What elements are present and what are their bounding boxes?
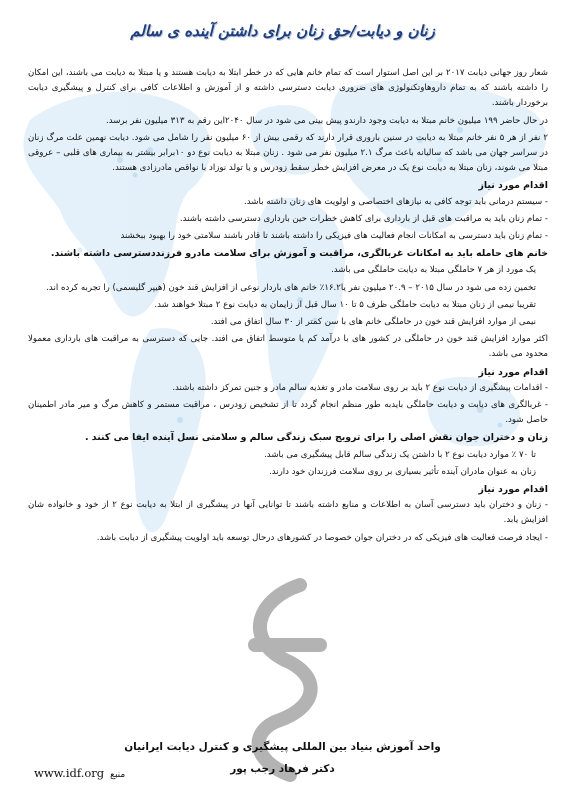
section-heading: اقدام مورد نیاز xyxy=(478,366,548,378)
paragraph: تا ۷۰ ٪ موارد دیابت نوع ۲ با داشتن یک زندگی سالم قابل پیشگیری می باشد. xyxy=(264,449,536,460)
section-heading: اقدام مورد نیاز xyxy=(478,484,548,496)
author-name: دکتر فرهاد رجب پور xyxy=(230,763,335,775)
list-item: - اقدامات پیشگیری از دیابت نوع ۲ باید بر روی سلامت مادر و تغذیه سالم مادر و جنین تمرکز داشته باشند. xyxy=(172,382,548,393)
paragraph: نیمی از موارد افزایش قند خون در حاملگی خانم های با سن کمتر از ۳۰ سال اتفاق می افتد. xyxy=(210,317,536,328)
intro-paragraph: ۲ نفر از هر ۵ نفر خانم مبتلا به دیابت در سنین باروری قرار دارند که رقمی بیش از ۶۰ میلیون نفر را شامل می شود. دیابت نهمین علت مرگ زنان در سراسر جهان می باشد که سالیانه باعث مرگ ۲.۱ میلیون نفر می شود . زنان مبتلا به دیابت نوع دو ۱۰برابر بیشتر به بیماری های قلبی – عروقی مبتلا می شوند، زنان مبتلا به دیابت نوع یک در معرض افزایش خطر سقط زودرس و یا تولد نوزاد با نواقص مادرزادی هستند. xyxy=(28,132,549,174)
paragraph: تخمین زده می شود در سال ۲۰۱۵ – ۲۰.۹ میلیون نفر یا۱۶.۲٪ خانم های باردار نوعی از افزایش قند خون (هیپر گلیسمی) را تجربه کرده اند. xyxy=(46,282,536,293)
list-item: - غربالگری های دیابت و دیابت حاملگی بایدبه طور منظم انجام گردد تا از تشخیص زودرس ، مراقبت مستمر و کاهش مرگ و میر مادر اطمینان حاصل شود. xyxy=(28,400,548,426)
paragraph: زنان به عنوان مادران آینده تأثیر بسیاری بر روی سلامت فرزندان خود دارند. xyxy=(269,466,536,477)
document-body xyxy=(28,66,548,548)
source-url[interactable]: www.idf.org xyxy=(34,766,105,780)
list-item: - ایجاد فرصت فعالیت های فیزیکی که در دختران جوان خصوصا در کشورهای درحال توسعه باید اولویت پیشگیری از دیابت باشد. xyxy=(96,532,548,543)
source-label: منبع xyxy=(110,770,126,780)
organization-name: واحد آموزش بنیاد بین المللی پیشگیری و کنترل دیابت ایرانیان xyxy=(124,741,441,753)
list-item: - تمام زنان باید دسترسی به امکانات انجام فعالیت های فیزیکی را داشته باشند تا قادر باشند سلامتی خود را بهبود ببخشند xyxy=(120,231,548,242)
paragraph: اکثر موارد افزایش قند خون در حاملگی در کشور های با درآمد کم یا متوسط اتفاق می افتد. جایی که دسترسی به مراقبت های بارداری معمولا محدود می باشد. xyxy=(28,334,548,360)
source-reference xyxy=(34,766,125,780)
page-title: زنان و دیابت/حق زنان برای داشتن آینده ی سالم xyxy=(130,22,435,40)
list-item: - زنان و دختران باید دسترسی آسان به اطلاعات و منابع داشته باشند تا توانایی آنها در پیشگیری از ابتلا به دیابت نوع ۲ از خود و خانواده شان افزایش یابد. xyxy=(28,500,548,526)
section-heading: اقدام مورد نیاز xyxy=(478,180,548,192)
section-heading: خانم های حامله باید به امکانات غربالگری، مراقبت و آموزش برای سلامت مادرو فرزنددسترسی داشته باشند. xyxy=(50,248,548,260)
paragraph: یک مورد از هر ۷ حاملگی مبتلا به دیابت حاملگی می باشد. xyxy=(331,265,536,276)
paragraph: تقریبا نیمی از زنان مبتلا به دیابت حاملگی ظرف ۵ تا ۱۰ سال قبل از زایمان به دیابت نوع ۲ مبتلا خواهند شد. xyxy=(154,299,536,310)
intro-paragraph: شعار روز جهانی دیابت ۲۰۱۷ بر این اصل استوار است که تمام خانم هایی که در خطر ابتلا به دیابت هستند و یا مبتلا به دیابت می باشند، این امکان را داشته باشند که به تمام داروهاوتکنولوژی های ضروری دیابت دسترسی داشته و از آموزش و اطلاعات کافی برای کنترل و پیشگیری دیابت برخوردار باشند. xyxy=(28,68,548,109)
intro-paragraph: در حال حاضر ۱۹۹ میلیون خانم مبتلا به دیابت وجود دارندو پیش بینی می شود در سال ۲۰۴۰این رقم به ۳۱۳ میلیون نفر برسد. xyxy=(105,115,548,126)
list-item: - سیستم درمانی باید توجه کافی به نیازهای اختصاصی و اولویت های زنان داشته باشد. xyxy=(244,196,548,207)
list-item: - تمام زنان باید به مراقبت های قبل از بارداری برای کاهش خطرات حین بارداری دسترسی داشته باشند. xyxy=(179,213,548,224)
section-heading: زنان و دختران جوان نقش اصلی را برای ترویج سبک زندگی سالم و سلامتی نسل آینده ایفا می کنند . xyxy=(84,432,548,444)
